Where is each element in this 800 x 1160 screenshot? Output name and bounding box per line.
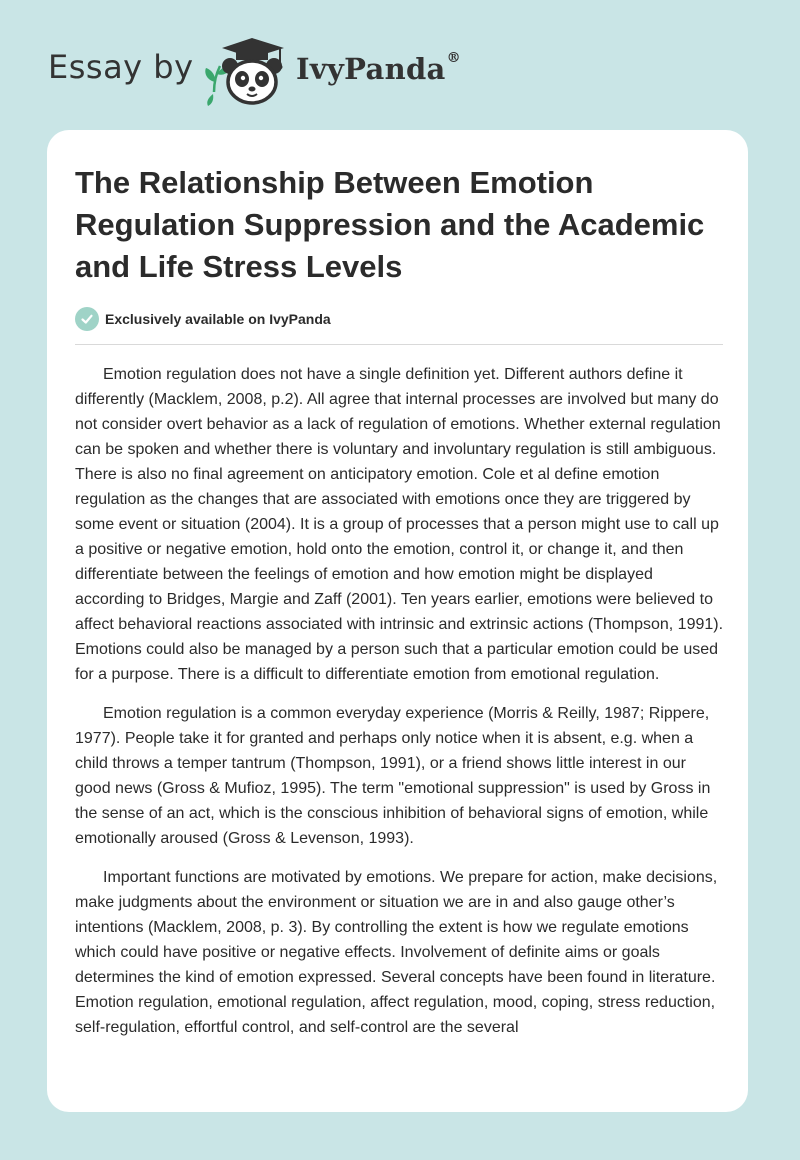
- essay-title: The Relationship Between Emotion Regulation Suppression and the Academic and Life Stress Levels: [75, 165, 705, 284]
- brand-name[interactable]: [296, 52, 461, 86]
- essay-body: [75, 362, 725, 1054]
- essay-card: [47, 130, 748, 1112]
- exclusive-notice: [75, 306, 331, 332]
- exclusive-notice-text: Exclusively available on IvyPanda: [105, 311, 331, 327]
- essay-by-label: Essay by: [48, 48, 194, 86]
- divider: [75, 344, 723, 345]
- paragraph: Emotion regulation does not have a single definition yet. Different authors define it differently (Macklem, 2008, p.2). All agree that internal processes are involved but many do not consider overt behavior as a lack of regulation of emotions. Whether external regulation can be spoken and whether there is voluntary and involuntary regulation is still ambiguous. There is also no final agreement on anticipatory emotion. Cole et al define emotion regulation as the changes that are associated with emotions once they are triggered by some event or situation (2004). It is a group of processes that a person might use to call up a positive or negative emotion, hold onto the emotion, control it, or change it, and then differentiate between the feelings of emotion and how emotion might be displayed according to Bridges, Margie and Zaff (2001). Ten years earlier, emotions were believed to affect behavioral reactions associated with intrinsic and extrinsic actions (Thompson, 1991). Emotions could also be managed by a person such that a particular emotion could be used for a purpose. There is a difficult to differentiate emotion from emotional regulation.: [75, 366, 724, 683]
- registered-mark: ®: [446, 50, 461, 66]
- check-icon: [75, 307, 99, 331]
- brand-text: IvyPanda: [296, 52, 446, 86]
- panda-graduate-logo-icon[interactable]: [200, 36, 290, 108]
- paragraph: Important functions are motivated by emotions. We prepare for action, make decisions, make judgments about the environment or situation we are in and also gauge other’s intentions (Macklem, 2008, p. 3). By controlling the extent is how we regulate emotions which could have positive or negative effects. Involvement of definite aims or goals determines the kind of emotion expressed. Several concepts have been found in literature. Emotion regulation, emotional regulation, affect regulation, mood, coping, stress reduction, self-regulation, effortful control, and self-control are the several: [75, 869, 718, 1036]
- site-header: [0, 0, 800, 130]
- paragraph: Emotion regulation is a common everyday experience (Morris & Reilly, 1987; Rippere, 1977). People take it for granted and perhaps only notice when it is absent, e.g. when a child throws a temper tantrum (Thompson, 1991), or a friend shows little interest in our good news (Gross & Mufioz, 1995). The term "emotional suppression" is used by Gross in the sense of an act, which is the conscious inhibition of behavioral signs of emotion, while emotionally aroused (Gross & Levenson, 1993).: [75, 705, 711, 847]
